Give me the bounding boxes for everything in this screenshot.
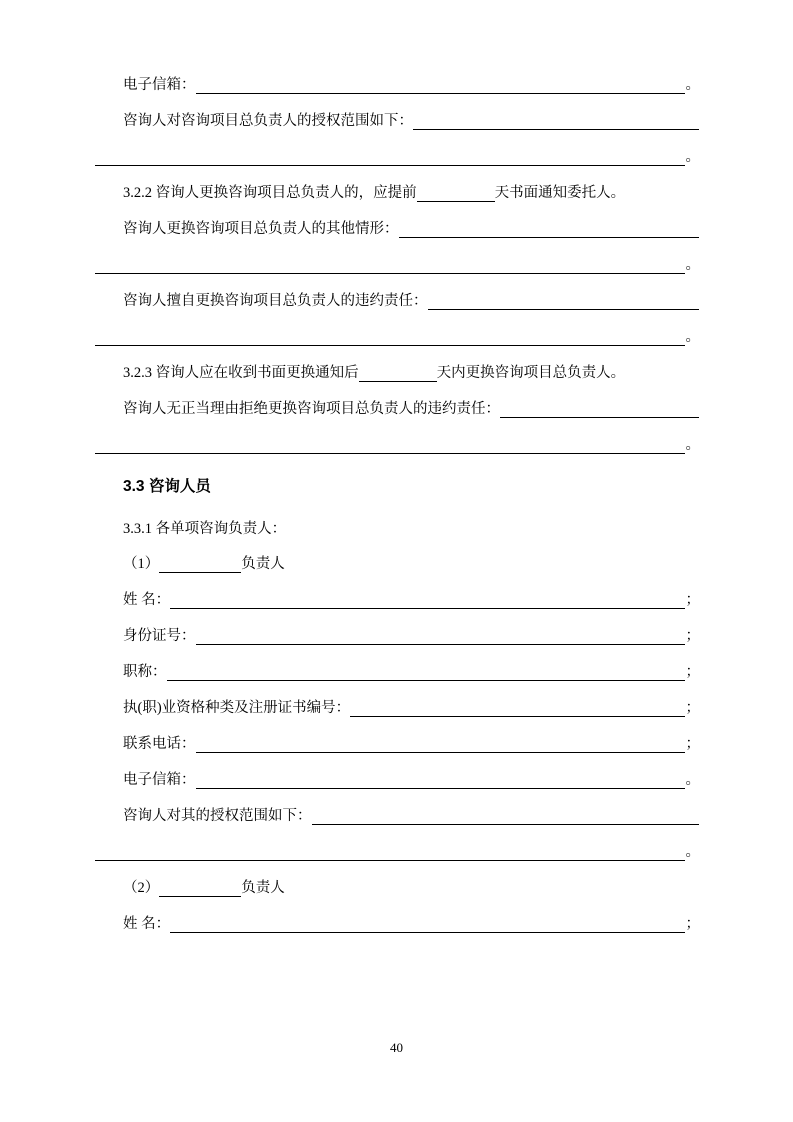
form-field-row	[95, 773, 700, 790]
continuation-rule-row	[95, 845, 700, 862]
clause-text-before: 3.2.3 咨询人应在收到书面更换通知后	[123, 365, 359, 381]
item-marker: （1）	[123, 556, 160, 572]
field-blank[interactable]	[196, 78, 685, 94]
section-heading-3-3: 3.3 咨询人员	[123, 478, 211, 495]
continuation-rule-row	[95, 330, 700, 347]
form-field-row	[95, 78, 700, 95]
form-field-row	[95, 402, 700, 419]
form-field-row	[95, 737, 700, 754]
form-field-row	[95, 593, 700, 610]
field-blank[interactable]	[312, 809, 700, 825]
field-terminator: 。	[685, 437, 700, 453]
clause-text-after: 天内更换咨询项目总负责人。	[436, 365, 626, 381]
field-label: 咨询人更换咨询项目总负责人的其他情形：	[123, 221, 399, 237]
clause-text-after: 天书面通知委托人。	[494, 185, 626, 201]
field-blank[interactable]	[350, 701, 684, 717]
form-field-row	[95, 114, 700, 131]
field-label: 姓 名：	[123, 916, 171, 932]
item-2-row	[95, 881, 700, 898]
field-label: 身份证号：	[123, 628, 196, 644]
field-blank[interactable]	[95, 330, 685, 346]
field-blank[interactable]	[167, 665, 685, 681]
field-terminator: ；	[685, 736, 700, 752]
field-blank[interactable]	[170, 593, 684, 609]
field-blank[interactable]	[95, 438, 685, 454]
field-blank[interactable]	[95, 258, 685, 274]
form-field-row	[95, 629, 700, 646]
field-blank[interactable]	[413, 114, 699, 130]
item-role-label: 负责人	[241, 880, 285, 896]
form-field-row	[95, 665, 700, 682]
field-terminator: 。	[685, 844, 700, 860]
page-number: 40	[390, 1040, 403, 1055]
field-blank[interactable]	[500, 402, 699, 418]
form-field-row	[95, 917, 700, 934]
field-terminator: ；	[685, 916, 700, 932]
field-blank[interactable]	[170, 917, 684, 933]
field-terminator: ；	[685, 664, 700, 680]
form-field-row	[95, 701, 700, 718]
form-field-row	[95, 222, 700, 239]
continuation-rule-row	[95, 438, 700, 455]
field-label: 电子信箱：	[123, 77, 196, 93]
field-label: 咨询人对其的授权范围如下：	[123, 808, 312, 824]
field-blank[interactable]	[95, 150, 685, 166]
form-field-row	[95, 809, 700, 826]
field-blank[interactable]	[196, 773, 685, 789]
field-terminator: 。	[685, 77, 700, 93]
field-blank[interactable]	[196, 737, 685, 753]
item-role-label: 负责人	[241, 556, 285, 572]
continuation-rule-row	[95, 258, 700, 275]
field-terminator: 。	[685, 329, 700, 345]
field-terminator: 。	[685, 257, 700, 273]
clause-text-before: 3.2.2 咨询人更换咨询项目总负责人的，应提前	[123, 185, 417, 201]
field-terminator: 。	[685, 772, 700, 788]
inline-blank[interactable]	[417, 186, 495, 202]
field-terminator: ；	[685, 628, 700, 644]
item-marker: （2）	[123, 880, 160, 896]
field-label: 电子信箱：	[123, 772, 196, 788]
field-label: 联系电话：	[123, 736, 196, 752]
field-label: 咨询人擅自更换咨询项目总负责人的违约责任：	[123, 293, 428, 309]
field-terminator: ；	[685, 592, 700, 608]
field-terminator: ；	[685, 700, 700, 716]
field-terminator: 。	[685, 149, 700, 165]
item-1-row	[95, 557, 700, 574]
document-body	[95, 78, 700, 953]
inline-blank[interactable]	[359, 366, 437, 382]
field-blank[interactable]	[95, 845, 685, 861]
field-label: 职称：	[123, 664, 167, 680]
form-field-row	[95, 294, 700, 311]
field-blank[interactable]	[428, 294, 700, 310]
inline-blank[interactable]	[159, 881, 241, 897]
inline-blank[interactable]	[159, 557, 241, 573]
field-blank[interactable]	[196, 629, 685, 645]
field-label: 姓 名：	[123, 592, 171, 608]
field-label: 咨询人无正当理由拒绝更换咨询项目总负责人的违约责任：	[123, 401, 500, 417]
continuation-rule-row	[95, 150, 700, 167]
field-label: 咨询人对咨询项目总负责人的授权范围如下：	[123, 113, 413, 129]
clause-3-3-1-text: 3.3.1 各单项咨询负责人：	[123, 521, 287, 537]
clause-3-2-3-row	[95, 366, 700, 383]
field-label: 执(职)业资格种类及注册证书编号：	[123, 700, 351, 716]
clause-3-2-2-row	[95, 186, 700, 203]
field-blank[interactable]	[399, 222, 700, 238]
